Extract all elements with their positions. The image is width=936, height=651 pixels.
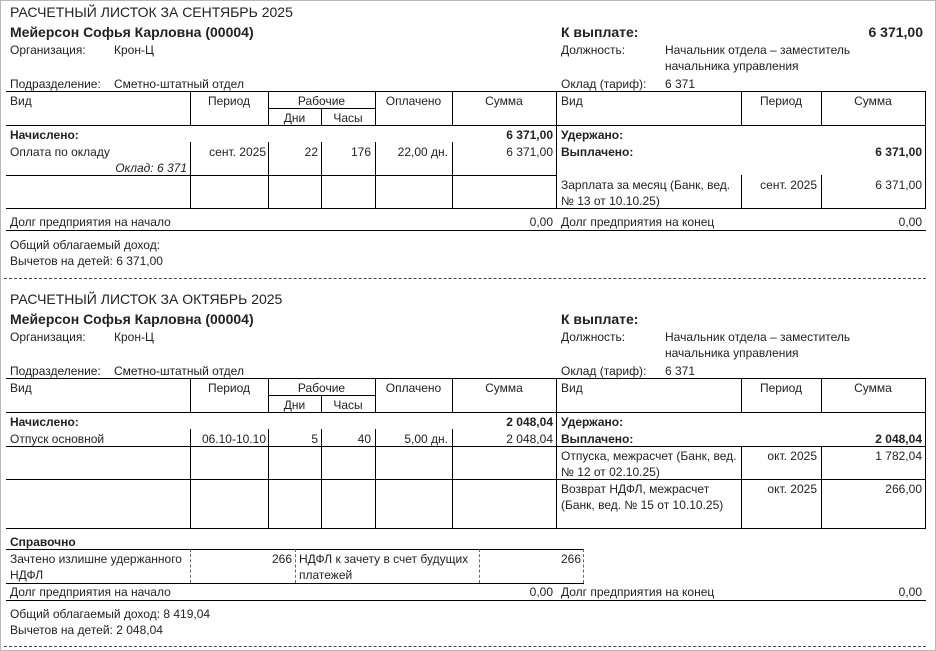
col-work: Рабочие (297, 381, 346, 395)
debt-start-value: 0,00 (529, 215, 553, 229)
payment2-name: Возврат НДФЛ, межрасчет (Банк, вед. № 15 от 10.10.25) (561, 482, 724, 512)
debt-start-label: Долг предприятия на начало (10, 215, 171, 229)
ref2-label: НДФЛ к зачету в счет будущих платежей (299, 552, 469, 582)
payment2-sum: 266,00 (885, 482, 922, 496)
employee-name: Мейерсон Софья Карловна (00004) (10, 311, 254, 327)
child-deductions: Вычетов на детей: 6 371,00 (10, 254, 163, 268)
col-days: Дни (283, 111, 306, 125)
paid-label: Выплачено: (561, 432, 634, 446)
debt-end-label: Долг предприятия на конец (561, 215, 715, 229)
debt-start-label: Долг предприятия на начало (10, 585, 171, 599)
dept-value: Сметно-штатный отдел (114, 364, 244, 378)
payment1-period: окт. 2025 (767, 449, 817, 463)
col-vid-right: Вид (561, 381, 583, 395)
col-period-right: Период (759, 94, 803, 108)
position-label: Должность: (561, 43, 626, 57)
ref-title: Справочно (10, 535, 76, 549)
accrual-period: 06.10-10.10 (201, 432, 266, 446)
accrual-days: 22 (304, 145, 318, 159)
taxable-income: Общий облагаемый доход: 8 419,04 (10, 607, 211, 621)
salary-value: 6 371 (665, 364, 696, 378)
accrual-hours: 176 (350, 145, 371, 159)
col-period: Период (207, 381, 251, 395)
accrual-hours: 40 (357, 432, 371, 446)
col-vid: Вид (10, 94, 32, 108)
accrued-label: Начислено: (10, 128, 79, 142)
dept-label: Подразделение: (10, 364, 101, 378)
org-label: Организация: (10, 330, 86, 344)
accrual-paid: 5,00 дн. (404, 432, 448, 446)
accrual-note: Оклад: 6 371 (115, 161, 187, 175)
taxable-income: Общий облагаемый доход: (10, 238, 161, 252)
debt-start-value: 0,00 (529, 585, 553, 599)
accrual-sum: 6 371,00 (506, 145, 553, 159)
col-hours: Часы (333, 398, 363, 412)
accrued-total: 6 371,00 (506, 128, 553, 142)
col-hours: Часы (333, 111, 363, 125)
col-work: Рабочие (297, 94, 346, 108)
payslip-title: РАСЧЕТНЫЙ ЛИСТОК ЗА ОКТЯБРЬ 2025 (10, 291, 283, 307)
col-paid: Оплачено (385, 381, 442, 395)
dept-value: Сметно-штатный отдел (114, 77, 244, 91)
withheld-label: Удержано: (561, 128, 624, 142)
pay-label: К выплате: (561, 24, 639, 40)
org-label: Организация: (10, 43, 86, 57)
col-period-right: Период (759, 381, 803, 395)
col-vid-right: Вид (561, 94, 583, 108)
pay-total: 6 371,00 (868, 24, 923, 40)
paid-total: 6 371,00 (875, 145, 922, 159)
org-value: Крон-Ц (114, 43, 154, 57)
col-sum: Сумма (485, 94, 523, 108)
payment1-name: Отпуска, межрасчет (Банк, вед. № 12 от 02.10.25) (561, 449, 737, 479)
salary-label: Оклад (тариф): (561, 364, 647, 378)
position-value: Начальник отдела – заместитель начальника управления (665, 330, 851, 360)
salary-label: Оклад (тариф): (561, 77, 647, 91)
col-paid: Оплачено (385, 94, 442, 108)
accrual-name: Оплата по окладу (10, 145, 110, 159)
accrual-name: Отпуск основной (10, 432, 105, 446)
payment-name: Зарплата за месяц (Банк, вед. № 13 от 10.10.25) (561, 178, 731, 208)
accrual-paid: 22,00 дн. (397, 145, 448, 159)
col-days: Дни (283, 398, 306, 412)
accrued-total: 2 048,04 (506, 415, 553, 429)
position-label: Должность: (561, 330, 626, 344)
withheld-label: Удержано: (561, 415, 624, 429)
col-period: Период (207, 94, 251, 108)
col-sum-right: Сумма (854, 94, 892, 108)
col-sum-right: Сумма (854, 381, 892, 395)
payslip-title: РАСЧЕТНЫЙ ЛИСТОК ЗА СЕНТЯБРЬ 2025 (10, 4, 293, 20)
debt-end-label: Долг предприятия на конец (561, 585, 715, 599)
accrued-label: Начислено: (10, 415, 79, 429)
dept-label: Подразделение: (10, 77, 101, 91)
accrual-days: 5 (311, 432, 318, 446)
debt-end-value: 0,00 (898, 585, 922, 599)
ref1-label: Зачтено излишне удержанного НДФЛ (10, 552, 182, 582)
salary-value: 6 371 (665, 77, 696, 91)
col-vid: Вид (10, 381, 32, 395)
debt-end-value: 0,00 (898, 215, 922, 229)
ref1-value: 266 (271, 552, 292, 566)
paid-label: Выплачено: (561, 145, 634, 159)
position-value: Начальник отдела – заместитель начальника управления (665, 43, 851, 73)
payment2-period: окт. 2025 (767, 482, 817, 496)
ref2-value: 266 (560, 552, 581, 566)
payment-sum: 6 371,00 (875, 178, 922, 192)
col-sum: Сумма (485, 381, 523, 395)
payment1-sum: 1 782,04 (875, 449, 922, 463)
paid-total: 2 048,04 (875, 432, 922, 446)
pay-label: К выплате: (561, 311, 639, 327)
payment-period: сент. 2025 (760, 178, 817, 192)
child-deductions: Вычетов на детей: 2 048,04 (10, 623, 163, 637)
section-separator (4, 646, 926, 647)
accrual-sum: 2 048,04 (506, 432, 553, 446)
accrual-period: сент. 2025 (209, 145, 266, 159)
employee-name: Мейерсон Софья Карловна (00004) (10, 24, 254, 40)
org-value: Крон-Ц (114, 330, 154, 344)
section-separator (4, 278, 926, 279)
